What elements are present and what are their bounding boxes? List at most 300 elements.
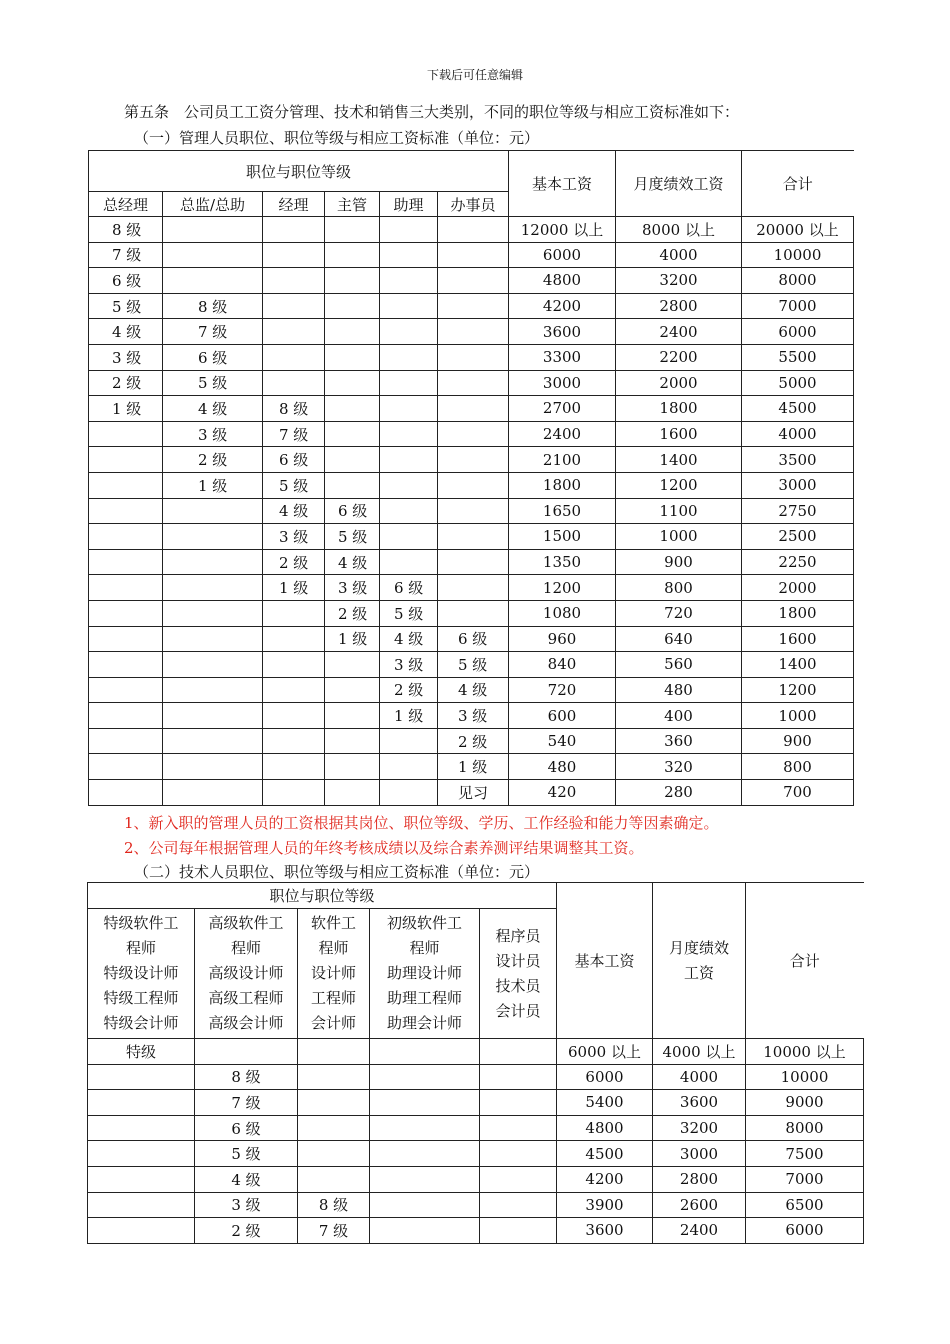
grade-cell <box>325 268 380 294</box>
performance-pay-cell: 640 <box>616 626 742 652</box>
grade-cell: 4 级 <box>438 677 509 703</box>
grade-cell: 5 级 <box>438 652 509 678</box>
grade-cell <box>480 1115 557 1141</box>
grade-cell <box>263 242 325 268</box>
management-table-row <box>89 370 854 396</box>
position-header: 总经理 <box>89 192 163 217</box>
grade-cell <box>370 1141 480 1167</box>
grade-cell: 2 级 <box>163 447 263 473</box>
grade-cell <box>370 1192 480 1218</box>
grade-cell <box>438 549 509 575</box>
basic-pay-cell: 3600 <box>557 1218 653 1244</box>
performance-pay-cell: 2600 <box>653 1192 746 1218</box>
grade-cell <box>163 626 263 652</box>
grade-cell: 7 级 <box>89 242 163 268</box>
performance-pay-cell: 720 <box>616 600 742 626</box>
grade-cell <box>380 524 438 550</box>
basic-pay-cell: 1350 <box>509 549 616 575</box>
grade-cell <box>325 370 380 396</box>
group-header: 职位与职位等级 <box>89 151 509 192</box>
management-salary-table <box>88 150 854 806</box>
position-header: 经理 <box>263 192 325 217</box>
performance-pay-cell: 3200 <box>616 268 742 294</box>
grade-cell <box>438 217 509 243</box>
grade-cell <box>89 549 163 575</box>
total-pay-cell: 1600 <box>742 626 854 652</box>
grade-cell <box>89 498 163 524</box>
header-line: 会计师 <box>310 1014 356 1032</box>
grade-cell <box>263 319 325 345</box>
basic-pay-cell: 3300 <box>509 344 616 370</box>
management-table-row <box>89 600 854 626</box>
basic-pay-cell: 1200 <box>509 575 616 601</box>
grade-cell <box>298 1166 370 1192</box>
header-line: 特级软件工 <box>103 914 179 932</box>
grade-cell: 3 级 <box>89 344 163 370</box>
note-item: 2、公司每年根据管理人员的年终考核成绩以及综合素养测评结果调整其工资。 <box>124 839 644 857</box>
grade-cell <box>263 703 325 729</box>
pay-header-basic: 基本工资 <box>509 151 616 217</box>
performance-pay-cell: 3600 <box>653 1090 746 1116</box>
performance-pay-cell: 400 <box>616 703 742 729</box>
grade-cell <box>438 575 509 601</box>
basic-pay-cell: 12000 以上 <box>509 217 616 243</box>
grade-cell <box>263 626 325 652</box>
management-table-row <box>89 344 854 370</box>
performance-pay-cell: 2000 <box>616 370 742 396</box>
grade-cell: 2 级 <box>195 1218 298 1244</box>
grade-cell <box>88 1090 195 1116</box>
grade-cell <box>480 1039 557 1065</box>
grade-cell <box>380 728 438 754</box>
total-pay-cell: 20000 以上 <box>742 217 854 243</box>
total-pay-cell: 7500 <box>746 1141 864 1167</box>
grade-cell <box>438 447 509 473</box>
grade-cell <box>298 1064 370 1090</box>
header-line: 高级工程师 <box>208 989 284 1007</box>
performance-pay-cell: 2800 <box>616 293 742 319</box>
header-line: 助理工程师 <box>386 989 462 1007</box>
grade-cell <box>88 1166 195 1192</box>
total-pay-cell: 10000 <box>742 242 854 268</box>
performance-pay-cell: 2800 <box>653 1166 746 1192</box>
management-table-row <box>89 780 854 806</box>
grade-cell: 4 级 <box>263 498 325 524</box>
grade-cell: 7 级 <box>195 1090 298 1116</box>
grade-cell: 3 级 <box>380 652 438 678</box>
total-pay-cell: 3500 <box>742 447 854 473</box>
grade-cell: 1 级 <box>263 575 325 601</box>
pay-header-total: 合计 <box>742 151 854 217</box>
grade-cell: 3 级 <box>263 524 325 550</box>
header-line: 软件工 <box>310 914 356 932</box>
header-line: 程序员 <box>495 926 541 945</box>
grade-cell <box>438 242 509 268</box>
technical-table-caption: （二）技术人员职位、职位等级与相应工资标准（单位：元） <box>134 863 540 881</box>
grade-cell <box>263 370 325 396</box>
grade-cell <box>88 1064 195 1090</box>
grade-cell: 4 级 <box>325 549 380 575</box>
header-line: 月度绩效 <box>668 938 729 957</box>
management-table-row <box>89 754 854 780</box>
group-header: 职位与职位等级 <box>88 883 557 909</box>
grade-cell: 8 级 <box>298 1192 370 1218</box>
grade-cell <box>380 754 438 780</box>
grade-cell <box>163 268 263 294</box>
grade-cell <box>263 677 325 703</box>
note-item: 1、新入职的管理人员的工资根据其岗位、职位等级、学历、工作经验和能力等因素确定。 <box>124 814 719 832</box>
basic-pay-cell: 5400 <box>557 1090 653 1116</box>
grade-cell: 6 级 <box>380 575 438 601</box>
performance-pay-cell: 480 <box>616 677 742 703</box>
management-table-row <box>89 268 854 294</box>
position-header: 办事员 <box>438 192 509 217</box>
grade-cell <box>89 728 163 754</box>
technical-table-row <box>88 1192 864 1218</box>
total-pay-cell: 8000 <box>746 1115 864 1141</box>
grade-cell: 3 级 <box>325 575 380 601</box>
performance-pay-cell: 4000 <box>653 1064 746 1090</box>
grade-cell <box>480 1141 557 1167</box>
grade-cell <box>195 1039 298 1065</box>
total-pay-cell: 2250 <box>742 549 854 575</box>
grade-cell <box>438 498 509 524</box>
management-table-row <box>89 728 854 754</box>
grade-cell <box>370 1166 480 1192</box>
grade-cell: 5 级 <box>325 524 380 550</box>
grade-cell <box>380 396 438 422</box>
intro-paragraph: 第五条 公司员工工资分管理、技术和销售三大类别，不同的职位等级与相应工资标准如下： <box>124 103 740 121</box>
grade-cell <box>163 242 263 268</box>
grade-cell: 3 级 <box>163 421 263 447</box>
grade-cell <box>480 1166 557 1192</box>
grade-cell <box>89 447 163 473</box>
basic-pay-cell: 1080 <box>509 600 616 626</box>
grade-cell <box>325 677 380 703</box>
grade-cell <box>380 472 438 498</box>
basic-pay-cell: 2400 <box>509 421 616 447</box>
grade-cell: 1 级 <box>438 754 509 780</box>
total-pay-cell: 5500 <box>742 344 854 370</box>
performance-pay-cell: 3000 <box>653 1141 746 1167</box>
header-line: 高级软件工 <box>208 914 284 932</box>
total-pay-cell: 1800 <box>742 600 854 626</box>
performance-pay-cell: 320 <box>616 754 742 780</box>
management-table-row <box>89 217 854 243</box>
grade-cell: 见习 <box>438 780 509 806</box>
total-pay-cell: 900 <box>742 728 854 754</box>
total-pay-cell: 6000 <box>742 319 854 345</box>
grade-cell <box>480 1064 557 1090</box>
grade-cell <box>438 396 509 422</box>
grade-cell <box>88 1192 195 1218</box>
grade-cell: 5 级 <box>163 370 263 396</box>
performance-pay-cell: 2200 <box>616 344 742 370</box>
technical-table-row <box>88 1039 864 1065</box>
grade-cell <box>380 268 438 294</box>
grade-cell <box>89 652 163 678</box>
grade-cell <box>163 677 263 703</box>
grade-cell: 3 级 <box>195 1192 298 1218</box>
total-pay-cell: 7000 <box>742 293 854 319</box>
total-pay-cell: 800 <box>742 754 854 780</box>
total-pay-cell: 2750 <box>742 498 854 524</box>
grade-cell <box>298 1039 370 1065</box>
grade-cell <box>480 1090 557 1116</box>
position-header: 总监/总助 <box>163 192 263 217</box>
performance-pay-cell: 2400 <box>653 1218 746 1244</box>
performance-pay-cell: 1600 <box>616 421 742 447</box>
grade-cell: 4 级 <box>89 319 163 345</box>
grade-cell: 7 级 <box>163 319 263 345</box>
basic-pay-cell: 4200 <box>509 293 616 319</box>
grade-cell <box>88 1141 195 1167</box>
total-pay-cell: 5000 <box>742 370 854 396</box>
grade-cell <box>438 268 509 294</box>
total-pay-cell: 2500 <box>742 524 854 550</box>
grade-cell <box>325 728 380 754</box>
position-header <box>88 909 195 1039</box>
total-pay-cell: 9000 <box>746 1090 864 1116</box>
grade-cell <box>89 600 163 626</box>
grade-cell <box>89 677 163 703</box>
grade-cell <box>89 626 163 652</box>
grade-cell <box>325 447 380 473</box>
basic-pay-cell: 1650 <box>509 498 616 524</box>
grade-cell <box>325 344 380 370</box>
performance-pay-cell: 4000 以上 <box>653 1039 746 1065</box>
total-pay-cell: 3000 <box>742 472 854 498</box>
grade-cell <box>163 524 263 550</box>
total-pay-cell: 1400 <box>742 652 854 678</box>
management-table-row <box>89 652 854 678</box>
grade-cell <box>325 421 380 447</box>
notes <box>124 811 719 861</box>
performance-pay-cell: 1200 <box>616 472 742 498</box>
grade-cell <box>370 1090 480 1116</box>
header-line: 工资 <box>683 963 714 982</box>
grade-cell <box>325 754 380 780</box>
grade-cell <box>89 524 163 550</box>
grade-cell <box>163 549 263 575</box>
basic-pay-cell: 2100 <box>509 447 616 473</box>
grade-cell: 7 级 <box>298 1218 370 1244</box>
performance-pay-cell: 1000 <box>616 524 742 550</box>
position-header <box>370 909 480 1039</box>
grade-cell: 8 级 <box>89 217 163 243</box>
total-pay-cell: 8000 <box>742 268 854 294</box>
technical-table-row <box>88 1141 864 1167</box>
grade-cell: 8 级 <box>195 1064 298 1090</box>
performance-pay-cell: 800 <box>616 575 742 601</box>
basic-pay-cell: 3900 <box>557 1192 653 1218</box>
grade-cell <box>89 780 163 806</box>
performance-pay-cell: 8000 以上 <box>616 217 742 243</box>
management-table-row <box>89 293 854 319</box>
total-pay-cell: 4500 <box>742 396 854 422</box>
management-table-row <box>89 447 854 473</box>
grade-cell <box>380 293 438 319</box>
grade-cell: 2 级 <box>438 728 509 754</box>
technical-table-row <box>88 1166 864 1192</box>
grade-cell <box>163 600 263 626</box>
grade-cell <box>89 754 163 780</box>
grade-cell: 7 级 <box>263 421 325 447</box>
management-table-row <box>89 549 854 575</box>
performance-pay-cell: 4000 <box>616 242 742 268</box>
header-line: 特级设计师 <box>103 964 179 982</box>
technical-table-row <box>88 1064 864 1090</box>
header-line: 会计员 <box>495 1001 541 1020</box>
performance-pay-cell: 1400 <box>616 447 742 473</box>
grade-cell <box>438 421 509 447</box>
grade-cell <box>163 780 263 806</box>
grade-cell: 4 级 <box>163 396 263 422</box>
grade-cell <box>325 780 380 806</box>
grade-cell <box>325 652 380 678</box>
grade-cell <box>263 728 325 754</box>
header-line: 程师 <box>318 939 349 957</box>
grade-cell: 6 级 <box>195 1115 298 1141</box>
performance-pay-cell: 560 <box>616 652 742 678</box>
grade-cell <box>263 293 325 319</box>
grade-cell: 5 级 <box>195 1141 298 1167</box>
grade-cell <box>438 524 509 550</box>
basic-pay-cell: 6000 <box>509 242 616 268</box>
grade-cell: 6 级 <box>325 498 380 524</box>
grade-cell <box>438 370 509 396</box>
pay-header-performance <box>653 883 746 1039</box>
header-line: 工程师 <box>310 989 356 1007</box>
grade-cell <box>163 498 263 524</box>
position-header: 助理 <box>380 192 438 217</box>
performance-pay-cell: 900 <box>616 549 742 575</box>
grade-cell: 6 级 <box>263 447 325 473</box>
grade-cell: 5 级 <box>380 600 438 626</box>
header-line: 程师 <box>409 939 440 957</box>
management-table-caption: （一）管理人员职位、职位等级与相应工资标准（单位：元） <box>134 129 540 147</box>
grade-cell <box>438 600 509 626</box>
page-header: 下载后可任意编辑 <box>426 68 523 82</box>
header-line: 程师 <box>125 939 156 957</box>
basic-pay-cell: 480 <box>509 754 616 780</box>
grade-cell <box>480 1192 557 1218</box>
management-table-row <box>89 319 854 345</box>
basic-pay-cell: 4500 <box>557 1141 653 1167</box>
grade-cell: 2 级 <box>263 549 325 575</box>
total-pay-cell: 10000 以上 <box>746 1039 864 1065</box>
total-pay-cell: 7000 <box>746 1166 864 1192</box>
grade-cell: 4 级 <box>380 626 438 652</box>
technical-table-row <box>88 1090 864 1116</box>
header-line: 技术员 <box>495 976 541 995</box>
header-line: 设计师 <box>310 964 356 982</box>
grade-cell <box>89 472 163 498</box>
grade-cell: 2 级 <box>89 370 163 396</box>
position-header <box>195 909 298 1039</box>
grade-cell <box>480 1218 557 1244</box>
basic-pay-cell: 1800 <box>509 472 616 498</box>
grade-cell <box>163 754 263 780</box>
technical-table-row <box>88 1218 864 1244</box>
total-pay-cell: 2000 <box>742 575 854 601</box>
grade-cell <box>89 575 163 601</box>
management-table-row <box>89 626 854 652</box>
basic-pay-cell: 1500 <box>509 524 616 550</box>
grade-cell <box>370 1039 480 1065</box>
grade-cell <box>380 447 438 473</box>
grade-cell <box>438 344 509 370</box>
performance-pay-cell: 360 <box>616 728 742 754</box>
grade-cell: 1 级 <box>89 396 163 422</box>
basic-pay-cell: 720 <box>509 677 616 703</box>
grade-cell <box>325 396 380 422</box>
grade-cell <box>298 1115 370 1141</box>
technical-header-row-1 <box>88 883 864 909</box>
grade-cell <box>325 217 380 243</box>
basic-pay-cell: 2700 <box>509 396 616 422</box>
grade-cell <box>380 370 438 396</box>
header-line: 初级软件工 <box>386 914 462 932</box>
grade-cell <box>438 472 509 498</box>
grade-cell <box>263 217 325 243</box>
basic-pay-cell: 600 <box>509 703 616 729</box>
basic-pay-cell: 4800 <box>557 1115 653 1141</box>
technical-table-row <box>88 1115 864 1141</box>
management-table-row <box>89 498 854 524</box>
performance-pay-cell: 3200 <box>653 1115 746 1141</box>
grade-cell <box>380 780 438 806</box>
management-header-row-1 <box>89 151 854 192</box>
grade-cell <box>163 217 263 243</box>
total-pay-cell: 4000 <box>742 421 854 447</box>
grade-cell: 6 级 <box>163 344 263 370</box>
grade-cell <box>325 242 380 268</box>
header-line: 高级设计师 <box>208 964 284 982</box>
grade-cell <box>163 703 263 729</box>
header-line: 程师 <box>230 939 261 957</box>
grade-cell <box>380 344 438 370</box>
basic-pay-cell: 3600 <box>509 319 616 345</box>
grade-cell <box>263 754 325 780</box>
performance-pay-cell: 1100 <box>616 498 742 524</box>
total-pay-cell: 700 <box>742 780 854 806</box>
grade-cell <box>325 319 380 345</box>
pay-header-total: 合计 <box>746 883 864 1039</box>
management-table-row <box>89 524 854 550</box>
basic-pay-cell: 960 <box>509 626 616 652</box>
grade-cell: 2 级 <box>325 600 380 626</box>
management-table-row <box>89 472 854 498</box>
management-table-row <box>89 396 854 422</box>
grade-cell: 8 级 <box>163 293 263 319</box>
grade-cell: 1 级 <box>325 626 380 652</box>
technical-salary-table <box>87 882 864 1244</box>
grade-cell <box>380 498 438 524</box>
grade-cell <box>163 728 263 754</box>
grade-cell <box>163 575 263 601</box>
grade-cell <box>163 652 263 678</box>
management-table-row <box>89 421 854 447</box>
grade-cell <box>325 472 380 498</box>
basic-pay-cell: 420 <box>509 780 616 806</box>
basic-pay-cell: 4800 <box>509 268 616 294</box>
grade-cell <box>263 344 325 370</box>
grade-cell: 4 级 <box>195 1166 298 1192</box>
grade-cell: 1 级 <box>163 472 263 498</box>
header-line: 高级会计师 <box>208 1014 284 1032</box>
grade-cell <box>263 780 325 806</box>
